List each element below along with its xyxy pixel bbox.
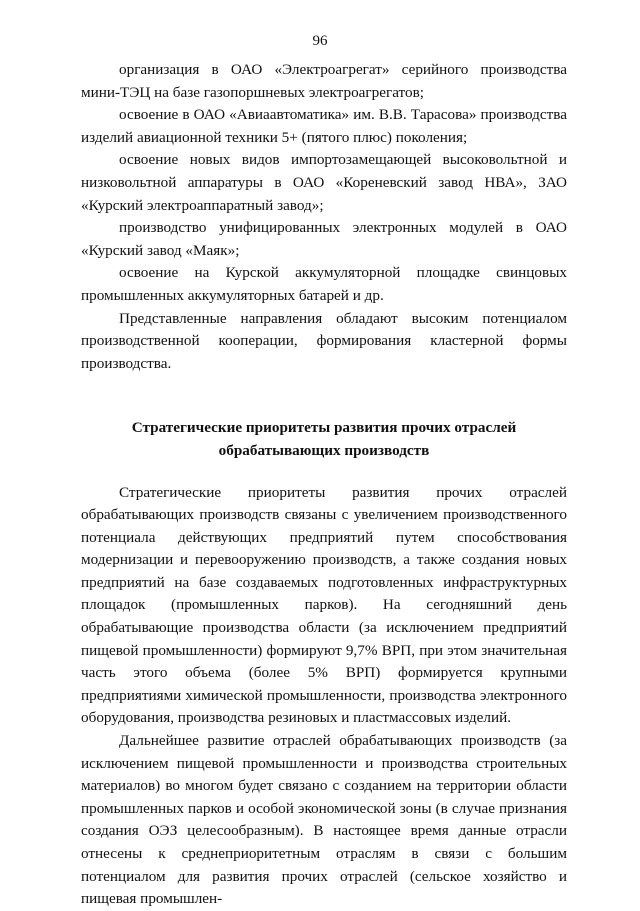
section-paragraph-priorities: Стратегические приоритеты развития прочих отраслей обрабатывающих производств связаны с увеличением производственного потенциала действующих предприятий путем способствования модернизации и перевооружению производств, а также создания новых предприятий на базе создаваемых подготовленных инфраструктурных площадок (промышленных парков). На сегодняшний день обрабатывающие производства области (за исключением предприятий пищевой промышленности) формируют 9,7% ВРП, при этом значительная часть этого объема (более 5% ВРП) формируется крупными предприятиями химической промышленности, производства электронного оборудования, производства резиновых и пластмассовых изделий. [81,483,567,727]
section-spacer [81,375,567,417]
list-item-korenevsky-nva: освоение новых видов импортозамещающей высоковольтной и низковольтной аппаратуры в ОАО «Кореневский завод НВА», ЗАО «Курский электроаппаратный завод»; [81,151,567,214]
section-paragraph-development: Дальнейшее развитие отраслей обрабатывающих производств (за исключением пищевой промышленности и производства строительных материалов) во многом будет связано с созданием на территории области промышленных парков и особой экономической зоны (в случае признания создания ОЭЗ целесообразным). В настоящее время данные отрасли отнесены к среднеприоритетным отраслям в связи с большим потенциалом для развития прочих отраслей (сельское хозяйство и пищевая промышлен- [81,732,567,908]
document-body [81,59,567,911]
page-number: 96 [312,33,328,49]
list-item-mayak: производство унифицированных электронных модулей в ОАО «Курский завод «Маяк»; [81,219,567,259]
list-item-aviaavtomatika: освоение в ОАО «Авиаавтоматика» им. В.В. Тарасова» производства изделий авиационной техники 5+ (пятого плюс) поколения; [81,106,567,146]
list-item-electroagregat: организация в ОАО «Электроагрегат» серийного производства мини-ТЭЦ на базе газопоршневых электроагрегатов; [81,61,567,101]
section-heading: Стратегические приоритеты развития прочих отраслей обрабатывающих производств [131,419,517,459]
heading-spacer [81,463,567,482]
list-item-battery-site: освоение на Курской аккумуляторной площадке свинцовых промышленных аккумуляторных батарей и др. [81,264,567,304]
summary-paragraph: Представленные направления обладают высоким потенциалом производственной кооперации, формирования кластерной формы производства. [81,309,567,372]
